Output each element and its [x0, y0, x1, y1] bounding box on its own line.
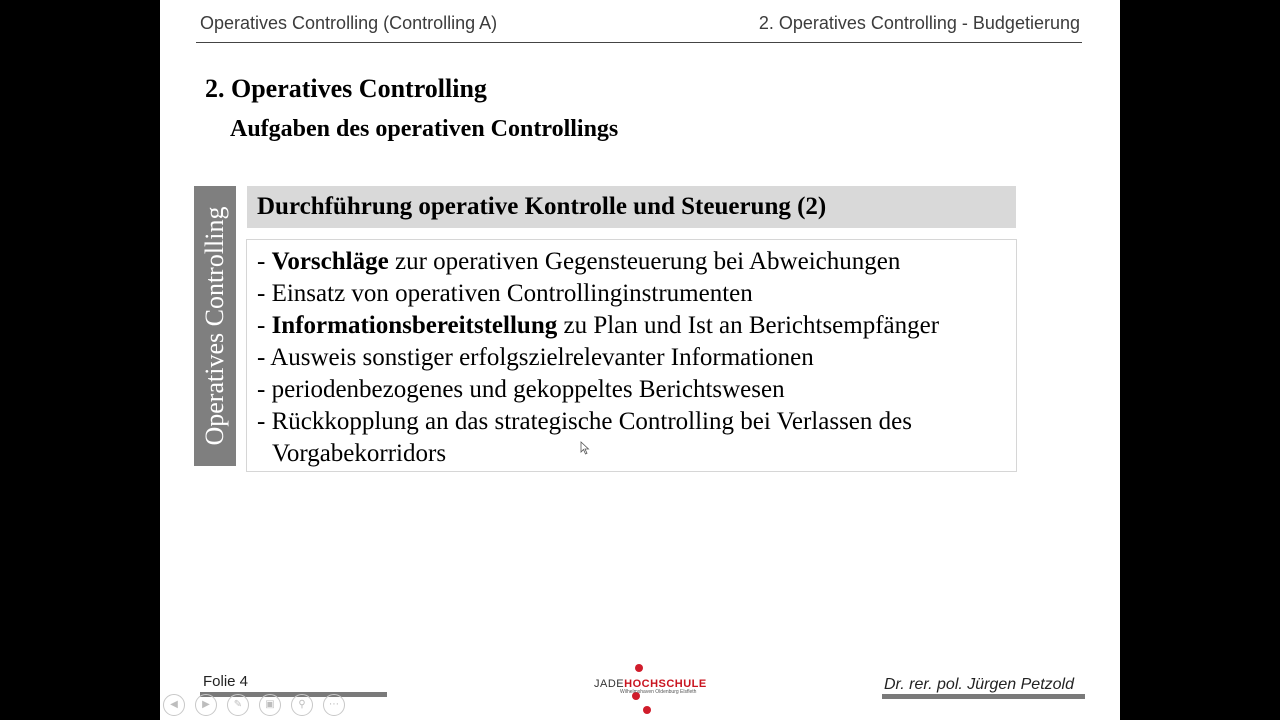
jade-hochschule-logo: JADEHOCHSCHULE Wilhelmshaven Oldenburg Elsfleth — [592, 662, 712, 718]
header-divider — [196, 42, 1082, 43]
side-label: Operatives Controlling — [200, 206, 229, 446]
slides-icon[interactable]: ▣ — [259, 694, 281, 716]
list-item: - Rückkopplung an das strategische Controlling bei Verlassen des Vorgabekorridors — [257, 408, 912, 467]
list-item: - Einsatz von operativen Controllinginstrumenten — [257, 280, 753, 307]
box-title-bar — [247, 186, 1016, 228]
list-item: - Ausweis sonstiger erfolgszielrelevanter Informationen — [257, 344, 814, 371]
slide — [160, 0, 1120, 720]
mouse-cursor-icon — [580, 441, 590, 455]
side-label-bar — [194, 186, 236, 466]
task-list — [257, 246, 992, 470]
slide-title: 2. Operatives Controlling — [205, 74, 487, 103]
header-chapter-title: 2. Operatives Controlling - Budgetierung — [758, 13, 1080, 33]
content-box — [246, 239, 1017, 472]
slide-number: Folie 4 — [203, 673, 249, 690]
zoom-icon[interactable]: ⚲ — [291, 694, 313, 716]
author-name: Dr. rer. pol. Jürgen Petzold — [883, 676, 1074, 693]
slide-subtitle: Aufgaben des operativen Controllings — [230, 116, 619, 142]
list-item: - Vorschläge zur operativen Gegensteuerung bei Abweichungen — [257, 248, 901, 275]
footer-right-divider — [882, 694, 1085, 699]
more-icon[interactable]: ⋯ — [323, 694, 345, 716]
previous-icon[interactable]: ◀ — [163, 694, 185, 716]
list-item: - Informationsbereitstellung zu Plan und Ist an Berichtsempfänger — [257, 312, 940, 339]
play-icon[interactable]: ▶ — [195, 694, 217, 716]
pen-icon[interactable]: ✎ — [227, 694, 249, 716]
header-course-title: Operatives Controlling (Controlling A) — [200, 13, 498, 33]
list-item: - periodenbezogenes und gekoppeltes Berichtswesen — [257, 376, 785, 403]
box-title: Durchführung operative Kontrolle und Steuerung (2) — [257, 193, 827, 220]
